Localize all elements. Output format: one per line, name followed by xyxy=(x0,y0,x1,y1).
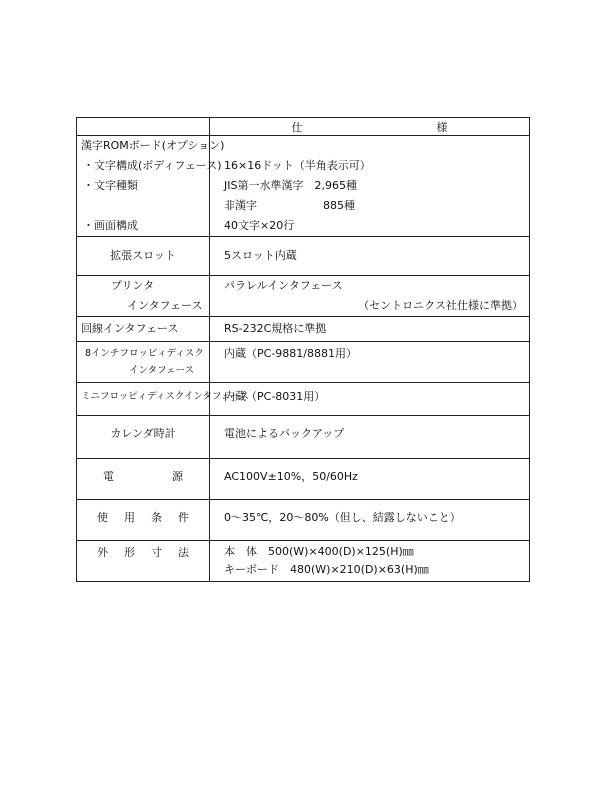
value-cell xyxy=(210,276,530,317)
row-value: 5スロット内蔵 xyxy=(224,249,297,262)
label-cell xyxy=(77,276,210,317)
spec-heading-char-1: 仕 xyxy=(291,120,303,134)
row-value: 内蔵（PC-8031用） xyxy=(224,390,326,403)
row-value-2: （セントロニクス社仕様に準拠） xyxy=(358,299,523,312)
label-cell xyxy=(77,541,210,582)
row-label xyxy=(77,467,209,487)
row-label: 漢字ROMボード(オプション) xyxy=(81,139,225,152)
value-cell xyxy=(210,237,530,276)
header-row xyxy=(77,118,530,136)
row-label-char-3: 条 xyxy=(151,511,162,524)
row-label-char-1: 使 xyxy=(97,511,108,524)
item-label-screen-config: ・画面構成 xyxy=(83,219,138,232)
table-row-dimensions xyxy=(77,541,530,582)
value-cell xyxy=(210,342,530,383)
row-label-char-2: 用 xyxy=(124,511,135,524)
row-label xyxy=(77,508,209,528)
spec-table xyxy=(76,117,530,582)
label-cell xyxy=(77,342,210,383)
table-row-power xyxy=(77,459,530,500)
item-value-char-config: 16×16ドット（半角表示可） xyxy=(224,159,371,172)
row-label-char-2: 源 xyxy=(172,470,183,483)
row-label-2: インタフェース xyxy=(129,365,195,376)
table-row-kanji-rom xyxy=(77,136,530,237)
table-row-expansion-slot xyxy=(77,237,530,276)
item-value-screen-config: 40文字×20行 xyxy=(224,219,295,232)
row-value: AC100V±10%，50/60Hz xyxy=(224,470,358,483)
row-label-1: 8インチフロッピィディスク xyxy=(85,348,204,359)
row-label: カレンダ時計 xyxy=(110,427,176,440)
header-label-cell xyxy=(77,118,210,136)
row-label: 拡張スロット xyxy=(110,249,176,262)
label-cell xyxy=(77,237,210,276)
value-cell xyxy=(210,500,530,541)
row-value: パラレルインタフェース xyxy=(224,279,343,292)
table-row-calendar-clock xyxy=(77,416,530,459)
item-value-char-type: JIS第一水準漢字 2,965種 xyxy=(224,179,357,192)
value-cell xyxy=(210,416,530,459)
row-label-1: プリンタ xyxy=(111,279,155,292)
row-value: 電池によるバックアップ xyxy=(224,427,345,440)
value-cell xyxy=(210,459,530,500)
table-row-line-interface xyxy=(77,317,530,342)
label-cell xyxy=(77,317,210,342)
row-label-char-4: 件 xyxy=(178,511,189,524)
row-label-char-1: 電 xyxy=(103,470,114,483)
row-label-char-1: 外 xyxy=(97,546,108,559)
spec-heading xyxy=(292,119,448,135)
row-label: ミニフロッピィディスクインタフェース xyxy=(81,391,250,402)
row-label-2: インタフェース xyxy=(127,299,203,312)
row-value: 本 体 500(W)×400(D)×125(H)㎜ xyxy=(224,545,414,558)
value-cell xyxy=(210,541,530,582)
label-cell xyxy=(77,383,250,416)
spec-heading-char-2: 様 xyxy=(436,120,448,134)
row-label-char-3: 寸 xyxy=(151,546,162,559)
label-cell xyxy=(77,459,210,500)
table-row-printer-interface xyxy=(77,276,530,317)
row-value: 内蔵（PC-9881/8881用） xyxy=(224,347,357,360)
value-cell xyxy=(210,383,530,416)
row-value: 0～35℃，20～80%（但し、結露しないこと） xyxy=(224,511,461,524)
value-cell xyxy=(210,136,530,237)
label-cell xyxy=(77,136,225,237)
item-value-char-type-2: 非漢字 885種 xyxy=(224,199,355,212)
row-label-char-4: 法 xyxy=(178,546,189,559)
value-cell xyxy=(210,317,530,342)
table-row-operating-conditions xyxy=(77,500,530,541)
row-label xyxy=(77,543,209,563)
row-value: RS-232C規格に準拠 xyxy=(224,322,327,335)
item-label-char-type: ・文字種類 xyxy=(83,179,138,192)
header-spec-cell xyxy=(210,118,530,136)
row-label: 回線インタフェース xyxy=(81,322,179,335)
label-cell xyxy=(77,416,210,459)
item-label-char-config: ・文字構成(ボディフェース) xyxy=(83,159,222,172)
row-label-char-2: 形 xyxy=(124,546,135,559)
label-cell xyxy=(77,500,210,541)
row-value-2: キーボード 480(W)×210(D)×63(H)㎜ xyxy=(224,563,429,576)
table-row-mini-fdd-interface xyxy=(77,383,530,416)
table-row-8inch-fdd-interface xyxy=(77,342,530,383)
